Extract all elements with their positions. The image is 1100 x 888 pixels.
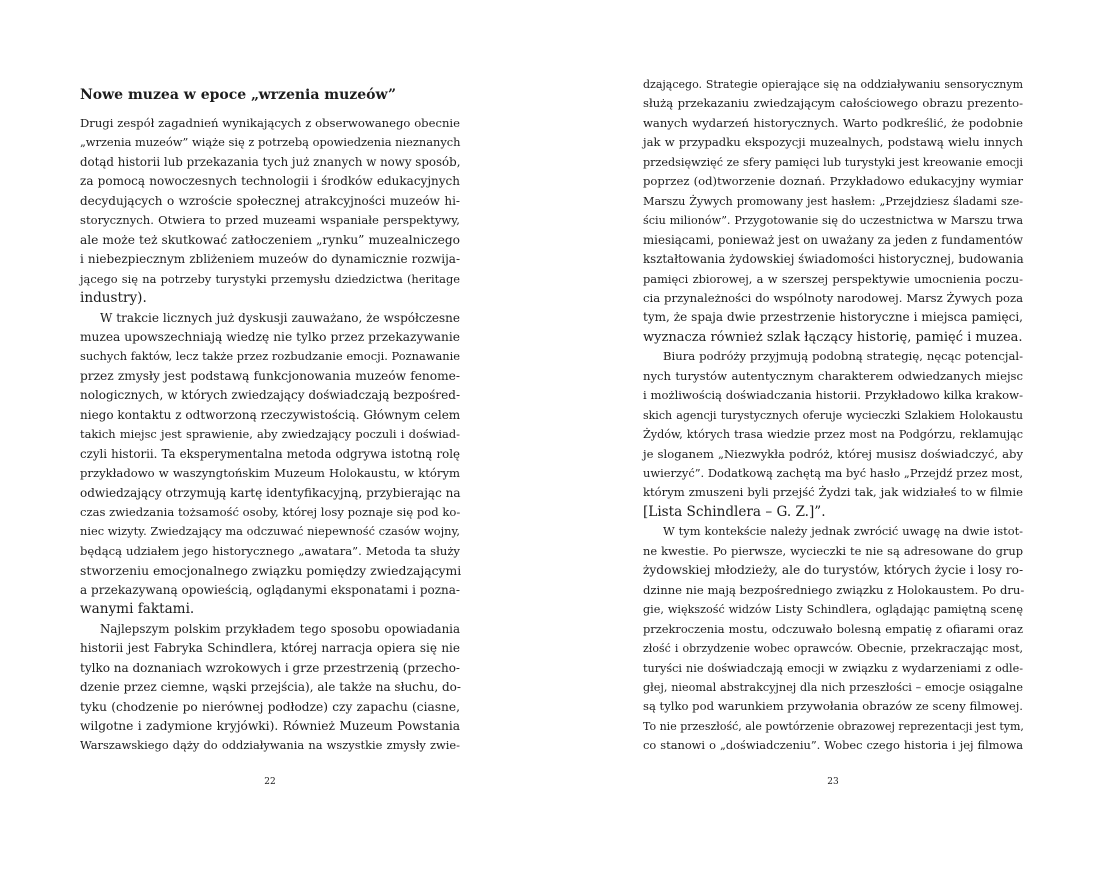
section-heading: Nowe muzea w epoce „wrzenia muzeów” (80, 87, 397, 103)
text-line: i możliwością doświadczania historii. Przykładowo kilka krakow- (643, 388, 1023, 403)
text-line: dzinne nie mają bezpośredniego związku z Holokaustem. Po dru- (643, 582, 1025, 597)
text-line: To nie przeszłość, ale powtórzenie obrazowej reprezentacji jest tym, (643, 719, 1024, 733)
text-line: wanymi faktami. (80, 601, 195, 618)
text-line: Żydów, których trasa wiedzie przez most na Podgórzu, reklamując (643, 428, 1023, 442)
text-line: decydujących o wzroście społecznej atrakcyjności muzeów hi- (80, 193, 460, 208)
text-line: będącą udziałem jego historycznego „awatara”. Metoda ta służy (80, 543, 460, 558)
text-line: tylko na doznaniach wzrokowych i grze przestrzenią (przecho- (80, 660, 460, 675)
text-line: niec wizyty. Zwiedzający ma odczuwać niepewność czasów wojny, (80, 524, 460, 539)
text-line: tym, że spaja dwie przestrzenie historyczne i miejsca pamięci, (643, 310, 1023, 325)
text-line: industry). (80, 290, 147, 307)
text-line: historii jest Fabryka Schindlera, której narracja opiera się nie (80, 641, 460, 656)
text-line: którym zmuszeni byli przejść Żydzi tak, jak widziałeś to w filmie (643, 485, 1023, 500)
text-line: nych turystów autentycznym charakterem odwiedzanych miejsc (643, 368, 1023, 383)
text-line: tyku (chodzenie po nierównej podłodze) czy zapachu (ciasne, (80, 699, 460, 714)
text-line: przez zmysły jest podstawą funkcjonowania muzeów fenome- (80, 368, 460, 383)
text-line: odwiedzający otrzymują kartę identyfikacyjną, przybierając na (80, 485, 461, 500)
text-line: przedsięwzięć ze sfery pamięci lub turystyki jest kreowanie emocji (643, 155, 1023, 169)
text-line: kształtowania żydowskiej świadomości historycznej, budowania (643, 252, 1024, 267)
text-line: uwierzyć”. Dodatkową zachętą ma być hasło „Przejdź przez most, (643, 466, 1023, 480)
text-line: dzenie przez ciemne, wąski przejścia), ale także na słuchu, do- (80, 680, 461, 695)
text-line: są tylko pod warunkiem przywołania obrazów ze sceny filmowej. (643, 699, 1023, 714)
text-line: pamięci zbiorowej, a w szerszej perspektywie umocnienia poczu- (643, 271, 1023, 286)
text-line: muzea upowszechniają wiedzę nie tylko przez przekazywanie (80, 329, 460, 344)
text-line: czyli historii. Ta eksperymentalna metoda odgrywa istotną rolę (80, 446, 460, 461)
right-page (643, 0, 1023, 888)
text-line: dotąd historii lub przekazania tych już znanych w nowy sposób, (80, 154, 461, 169)
text-line: cia przynależności do wspólnoty narodowej. Marsz Żywych poza (643, 290, 1023, 305)
text-line: [Lista Schindlera – G. Z.]”. (643, 503, 826, 520)
text-line: poprzez (od)tworzenie doznań. Przykładowo edukacyjny wymiar (643, 174, 1023, 189)
text-line: skich agencji turystycznych oferuje wycieczki Szlakiem Holokaustu (643, 408, 1023, 422)
text-line: storycznych. Otwiera to przed muzeami wspaniałe perspektywy, (80, 213, 460, 228)
text-line: Warszawskiego dąży do oddziaływania na wszystkie zmysły zwie- (80, 738, 460, 753)
text-line: ściu milionów”. Przygotowanie się do uczestnictwa w Marszu trwa (643, 214, 1023, 228)
text-line: wilgotne i zadymione kryjówki). Również Muzeum Powstania (80, 718, 460, 733)
text-line: Drugi zespół zagadnień wynikających z obserwowanego obecnie (80, 116, 460, 130)
text-line: co stanowi o „doświadczeniu”. Wobec czego historia i jej filmowa (643, 738, 1023, 753)
text-line: a przekazywaną opowieścią, oglądanymi eksponatami i pozna- (80, 582, 460, 597)
text-line: turyści nie doświadczają emocji w związku z wydarzeniami z odle- (643, 661, 1023, 675)
text-line: za pomocą nowoczesnych technologii i środków edukacyjnych (80, 174, 460, 189)
text-line: je sloganem „Niezwykła podróż, której musisz doświadczyć, aby (643, 446, 1023, 461)
text-line: czas zwiedzania tożsamość osoby, której losy poznaje się pod ko- (80, 505, 461, 519)
text-line: Najlepszym polskim przykładem tego sposobu opowiadania (100, 621, 460, 636)
text-line: przykładowo w waszyngtońskim Muzeum Holokaustu, w którym (80, 466, 460, 481)
page-number-right: 23 (827, 777, 839, 787)
text-line: niego kontaktu z odtworzoną rzeczywistością. Głównym celem (80, 407, 461, 422)
text-line: ale może też skutkować zatłoczeniem „rynku” muzealniczego (80, 232, 460, 247)
text-line: jak w przypadku ekspozycji muzealnych, podstawą wielu innych (643, 135, 1023, 150)
text-line: takich miejsc jest sprawienie, aby zwiedzający poczuli i doświad- (80, 427, 460, 442)
left-page (80, 0, 460, 888)
text-line: suchych faktów, lecz także przez rozbudzanie emocji. Poznawanie (80, 349, 460, 364)
text-line: „wrzenia muzeów” wiąże się z potrzebą opowiedzenia nieznanych (80, 135, 461, 150)
text-line: ne kwestie. Po pierwsze, wycieczki te nie są adresowane do grup (643, 543, 1023, 558)
text-line: dzającego. Strategie opierające się na oddziaływaniu sensorycznym (643, 78, 1023, 91)
text-line: wanych wydarzeń historycznych. Warto podkreślić, że podobnie (643, 115, 1023, 130)
text-line: żydowskiej młodzieży, ale do turystów, których życie i losy ro- (643, 563, 1024, 578)
text-line: służą przekazaniu zwiedzającym całościowego obrazu prezento- (643, 96, 1023, 111)
text-line: wyznacza również szlak łączący historię, pamięć i muzea. (643, 329, 1023, 345)
text-line: Biura podróży przyjmują podobną strategię, nęcąc potencjal- (663, 349, 1023, 364)
text-line: jącego się na potrzeby turystyki przemysłu dziedzictwa (heritage (80, 271, 460, 286)
page-number-left: 22 (264, 777, 276, 787)
text-line: miesiącami, ponieważ jest on uważany za jeden z fundamentów (643, 232, 1023, 247)
text-line: i niebezpiecznym zbliżeniem muzeów do dynamicznie rozwija- (80, 252, 460, 267)
text-line: przekroczenia mostu, odczuwało bolesną empatię z ofiarami oraz (643, 621, 1023, 636)
text-line: gie, większość widzów Listy Schindlera, oglądając pamiętną scenę (643, 603, 1023, 617)
text-line: W tym kontekście należy jednak zwrócić uwagę na dwie istot- (663, 524, 1023, 539)
text-line: stworzeniu emocjonalnego związku pomiędzy zwiedzającymi (80, 563, 462, 579)
text-line: W trakcie licznych już dyskusji zauważano, że współczesne (100, 310, 460, 325)
text-line: złość i obrzydzenie wobec oprawców. Obecnie, przekraczając most, (643, 642, 1023, 656)
text-line: Marszu Żywych promowany jest hasłem: „Przejdziesz śladami sze- (643, 194, 1023, 208)
text-line: głej, nieomal abstrakcyjnej dla nich przeszłości – emocje osiągalne (643, 680, 1023, 694)
text-line: nologicznych, w których zwiedzający doświadczają bezpośred- (80, 388, 460, 403)
